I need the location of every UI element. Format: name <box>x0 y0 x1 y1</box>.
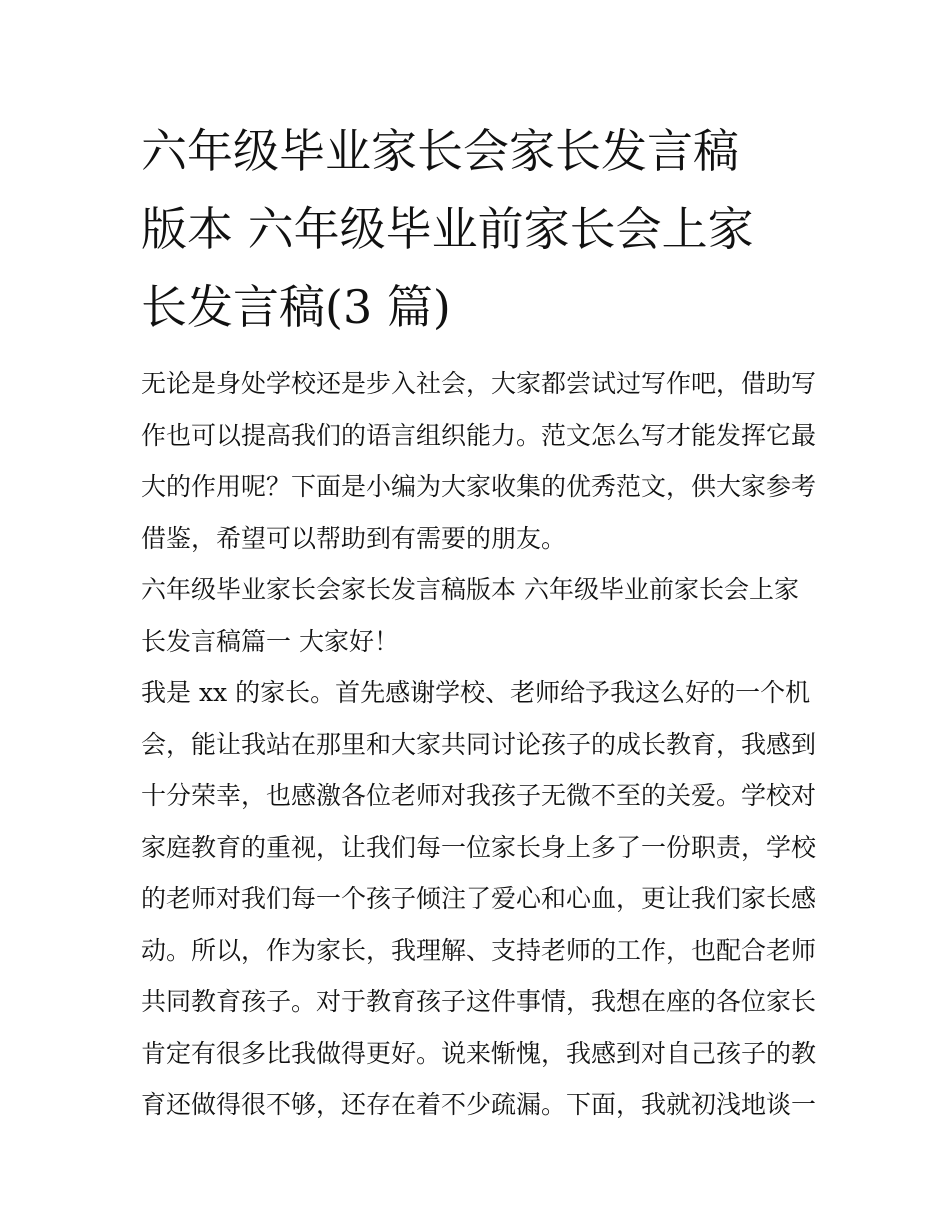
text-line: 的老师对我们每一个孩子倾注了爱心和心血，更让我们家长感 <box>141 884 817 913</box>
title-line: 版本 六年级毕业前家长会上家 <box>141 202 754 256</box>
text-line: 动。所以，作为家长，我理解、支持老师的工作，也配合老师 <box>141 935 817 965</box>
text-line: 共同教育孩子。对于教育孩子这件事情，我想在座的各位家长 <box>141 987 817 1016</box>
paragraph-intro <box>141 358 821 564</box>
document-body <box>141 358 821 1131</box>
text-line: 无论是身处学校还是步入社会，大家都尝试过写作吧，借助写 <box>141 369 817 398</box>
text-line: 肯定有很多比我做得更好。说来惭愧，我感到对自己孩子的教 <box>141 1038 817 1068</box>
title-line: 长发言稿(3 篇) <box>141 280 451 334</box>
paragraph-speech <box>141 667 821 1131</box>
text-line: 会，能让我站在那里和大家共同讨论孩子的成长教育，我感到 <box>141 729 817 759</box>
text-line: 我是 xx 的家长。首先感谢学校、老师给予我这么好的一个机 <box>141 678 811 707</box>
text-line: 作也可以提高我们的语言组织能力。范文怎么写才能发挥它最 <box>141 420 817 450</box>
text-line: 长发言稿篇一 大家好！ <box>141 626 399 656</box>
paragraph-section-heading <box>141 564 821 667</box>
text-line: 借鉴，希望可以帮助到有需要的朋友。 <box>141 523 567 553</box>
text-line: 六年级毕业家长会家长发言稿版本 六年级毕业前家长会上家 <box>141 575 799 604</box>
text-line: 十分荣幸，也感激各位老师对我孩子无微不至的关爱。学校对 <box>141 781 817 810</box>
text-line: 育还做得很不够，还存在着不少疏漏。下面，我就初浅地谈一 <box>141 1090 817 1119</box>
document-title <box>141 112 821 346</box>
text-line: 大的作用呢？下面是小编为大家收集的优秀范文，供大家参考 <box>141 472 817 501</box>
text-line: 家庭教育的重视，让我们每一位家长身上多了一份职责，学校 <box>141 832 817 862</box>
title-line: 六年级毕业家长会家长发言稿 <box>141 124 739 178</box>
